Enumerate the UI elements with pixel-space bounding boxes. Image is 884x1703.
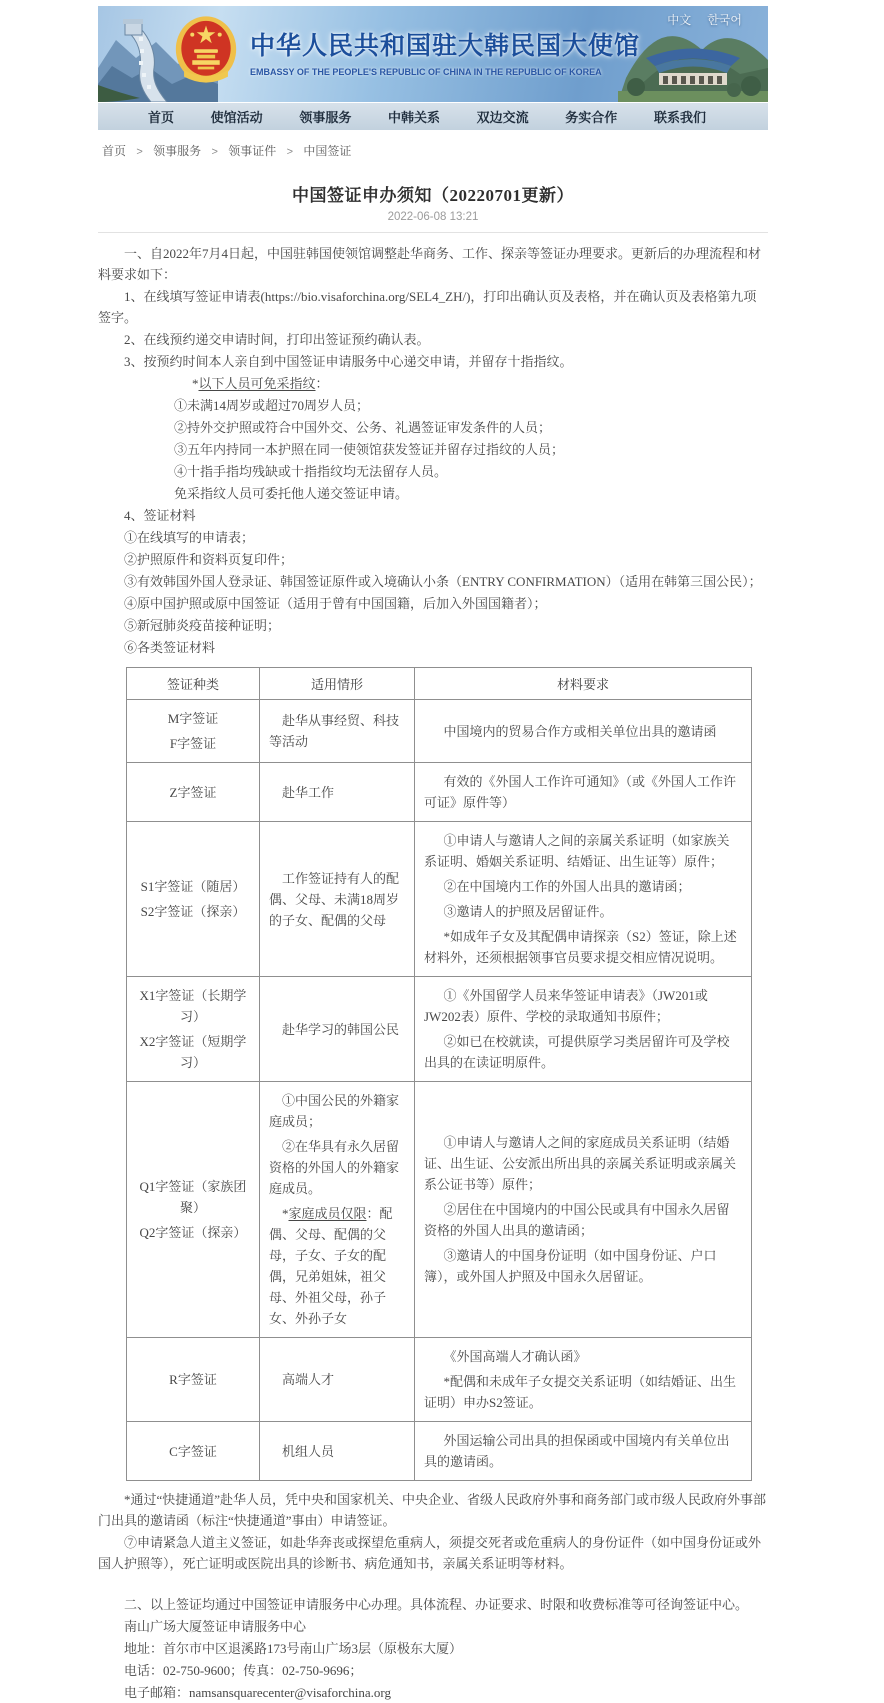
materials-heading: 4、签证材料: [124, 508, 196, 523]
table-row-z: Z字签证 赴华工作 有效的《外国人工作许可通知》（或《外国人工作许可证》原件等）: [127, 763, 752, 822]
national-emblem: [174, 14, 238, 90]
breadcrumb-separator: >: [286, 146, 294, 158]
table-row-r: R字签证 高端人才 《外国高端人才确认函》 *配偶和未成年子女提交关系证明（如结婚证、出生证明）申办S2签证。: [127, 1338, 752, 1422]
lang-chinese[interactable]: 中文: [667, 13, 692, 27]
col-header-materials: 材料要求: [415, 668, 752, 700]
step-2: 2、在线预约递交申请时间，打印出签证预约确认表。: [124, 332, 430, 347]
fingerprint-exempt-note: *以下人员可免采指纹：: [192, 376, 329, 391]
embassy-banner: [98, 6, 768, 102]
material-5: ⑤新冠肺炎疫苗接种证明；: [124, 618, 281, 633]
col-header-scenario: 适用情形: [260, 668, 415, 700]
banner-text: [250, 26, 640, 77]
nav-item-home[interactable]: 首页: [148, 110, 175, 125]
nav-item-bilateral[interactable]: 双边交流: [476, 110, 529, 125]
publish-date: 2022-06-08 13:21: [387, 211, 479, 223]
humanitarian-visa-note: ⑦申请紧急人道主义签证，如赴华奔丧或探望危重病人，须提交死者或危重病人的身份证件（如中国身份证或外国人护照等），死亡证明或医院出具的诊断书、病危通知书，亲属关系证明等材料。: [98, 1535, 762, 1571]
page: [98, 0, 768, 1703]
service-center-name: 南山广场大厦签证申请服务中心: [124, 1619, 307, 1634]
embassy-title: 中华人民共和国驻大韩民国大使馆: [250, 33, 641, 60]
col-header-visa-type: 签证种类: [127, 668, 260, 700]
main-nav: [98, 103, 768, 130]
material-1: ①在线填写的申请表；: [124, 530, 255, 545]
table-row-x1x2: X1字签证（长期学习） X2字签证（短期学习） 赴华学习的韩国公民 ①《外国留学人员来华签证申请表》（JW201或JW202表）原件、学校的录取通知书原件； ②如已在校就读，可提供原学习类居留许可及学校出具的在读证明原件。: [127, 977, 752, 1082]
fingerprint-delegate: 免采指纹人员可委托他人递交签证申请。: [174, 486, 409, 501]
service-center-phone: 电话：02-750-9600；传真：02-750-9696；: [124, 1663, 363, 1678]
service-center-address: 地址：首尔市中区退溪路173号南山广场3层（原极东大厦）: [124, 1641, 463, 1656]
table-row-s1s2: S1字签证（随居） S2字签证（探亲） 工作签证持有人的配偶、父母、未满18周岁的子女、配偶的父母 ①申请人与邀请人之间的亲属关系证明（如家族关系证明、婚姻关系证明、结婚证、出生证等）原件； ②在中国境内工作的外国人出具的邀请函； ③邀请人的护照及居留证件。 *如成年子女及其配偶申请探亲（S2）签证，除上述材料外，还须根据领事官员要求提交相应情况说明。: [127, 822, 752, 977]
table-row-q1q2: Q1字签证（家族团聚） Q2字签证（探亲） ①中国公民的外籍家庭成员； ②在华具有永久居留资格的外国人的外籍家庭成员。 *家庭成员仅限：配偶、父母、配偶的父母，子女、子女的配偶，兄弟姐妹，祖父母、外祖父母，孙子女、外孙子女 ①申请人与邀请人之间的家庭成员关系证明（结婚证、出生证、公安派出所出具的亲属关系证明或亲属关系公证书等）原件； ②居住在中国境内的中国公民或具有中国永久居留资格的外国人出具的邀请函； ③邀请人的中国身份证明（如中国身份证、户口簿），或外国人护照及中国永久居留证。: [127, 1082, 752, 1338]
breadcrumb-consular-documents[interactable]: 领事证件: [228, 144, 277, 158]
breadcrumb-consular-service[interactable]: 领事服务: [153, 144, 202, 158]
page-title: 中国签证申办须知（20220701更新）: [292, 186, 574, 205]
step-3: 3、按预约时间本人亲自到中国签证申请服务中心递交申请，并留存十指指纹。: [124, 354, 573, 369]
nav-item-cooperation[interactable]: 务实合作: [565, 110, 618, 125]
breadcrumb: [102, 142, 768, 159]
fingerprint-exempt-2: ②持外交护照或符合中国外交、公务、礼遇签证审发条件的人员；: [174, 420, 552, 435]
nav-item-activities[interactable]: 使馆活动: [210, 110, 263, 125]
section-two: 二、以上签证均通过中国签证申请服务中心办理。具体流程、办证要求、时限和收费标准等可径询签证中心。: [124, 1597, 749, 1612]
lang-korean[interactable]: 한국어: [707, 13, 742, 27]
breadcrumb-separator: >: [136, 146, 143, 158]
article: [98, 181, 768, 1703]
intro-paragraph: 一、自2022年7月4日起，中国驻韩国使领馆调整赴华商务、工作、探亲等签证办理要求。更新后的办理流程和材料要求如下：: [98, 246, 762, 282]
material-2: ②护照原件和资料页复印件；: [124, 552, 294, 567]
divider: [98, 232, 768, 233]
language-switcher: [667, 11, 742, 28]
family-members-note: *家庭成员仅限：配偶、父母、配偶的父母，子女、子女的配偶，兄弟姐妹，祖父母、外祖父母，孙子女、外孙子女: [269, 1206, 393, 1326]
service-center-email: 电子邮箱：namsansquarecenter@visaforchina.org: [124, 1685, 391, 1700]
fast-track-note: *通过“快捷通道”赴华人员，凭中央和国家机关、中央企业、省级人民政府外事和商务部门或市级人民政府外事部门出具的邀请函（标注“快捷通道”事由）申请签证。: [98, 1492, 767, 1528]
fingerprint-exempt-4: ④十指手指均残缺或十指指纹均无法留存人员。: [174, 464, 448, 479]
nav-item-china-korea[interactable]: 中韩关系: [387, 110, 440, 125]
nav-item-contact[interactable]: 联系我们: [653, 110, 706, 125]
visa-types-table: [126, 667, 752, 1481]
breadcrumb-china-visa: 中国签证: [303, 144, 352, 158]
table-header-row: [127, 668, 752, 700]
breadcrumb-separator: >: [211, 146, 218, 158]
breadcrumb-home[interactable]: 首页: [102, 144, 127, 158]
material-6: ⑥各类签证材料: [124, 640, 216, 655]
embassy-subtitle: EMBASSY OF THE PEOPLE'S REPUBLIC OF CHINA IN THE REPUBLIC OF KOREA: [250, 67, 602, 77]
table-row-mf: M字签证 F字签证 赴华从事经贸、科技等活动 中国境内的贸易合作方或相关单位出具的邀请函: [127, 700, 752, 763]
material-4: ④原中国护照或原中国签证（适用于曾有中国国籍，后加入外国国籍者）；: [124, 596, 547, 611]
nav-item-consular[interactable]: 领事服务: [299, 110, 352, 125]
fingerprint-exempt-3: ③五年内持同一本护照在同一使领馆获发签证并留存过指纹的人员；: [174, 442, 565, 457]
fingerprint-exempt-1: ①未满14周岁或超过70周岁人员；: [174, 398, 370, 413]
material-3: ③有效韩国外国人登录证、韩国签证原件或入境确认小条（ENTRY CONFIRMATION）（适用在韩第三国公民）；: [124, 574, 762, 589]
step-1: 1、在线填写签证申请表(https://bio.visaforchina.org/SEL4_ZH/)，打印出确认页及表格，并在确认页及表格第九项签字。: [98, 289, 757, 325]
table-row-c: C字签证 机组人员 外国运输公司出具的担保函或中国境内有关单位出具的邀请函。: [127, 1422, 752, 1481]
